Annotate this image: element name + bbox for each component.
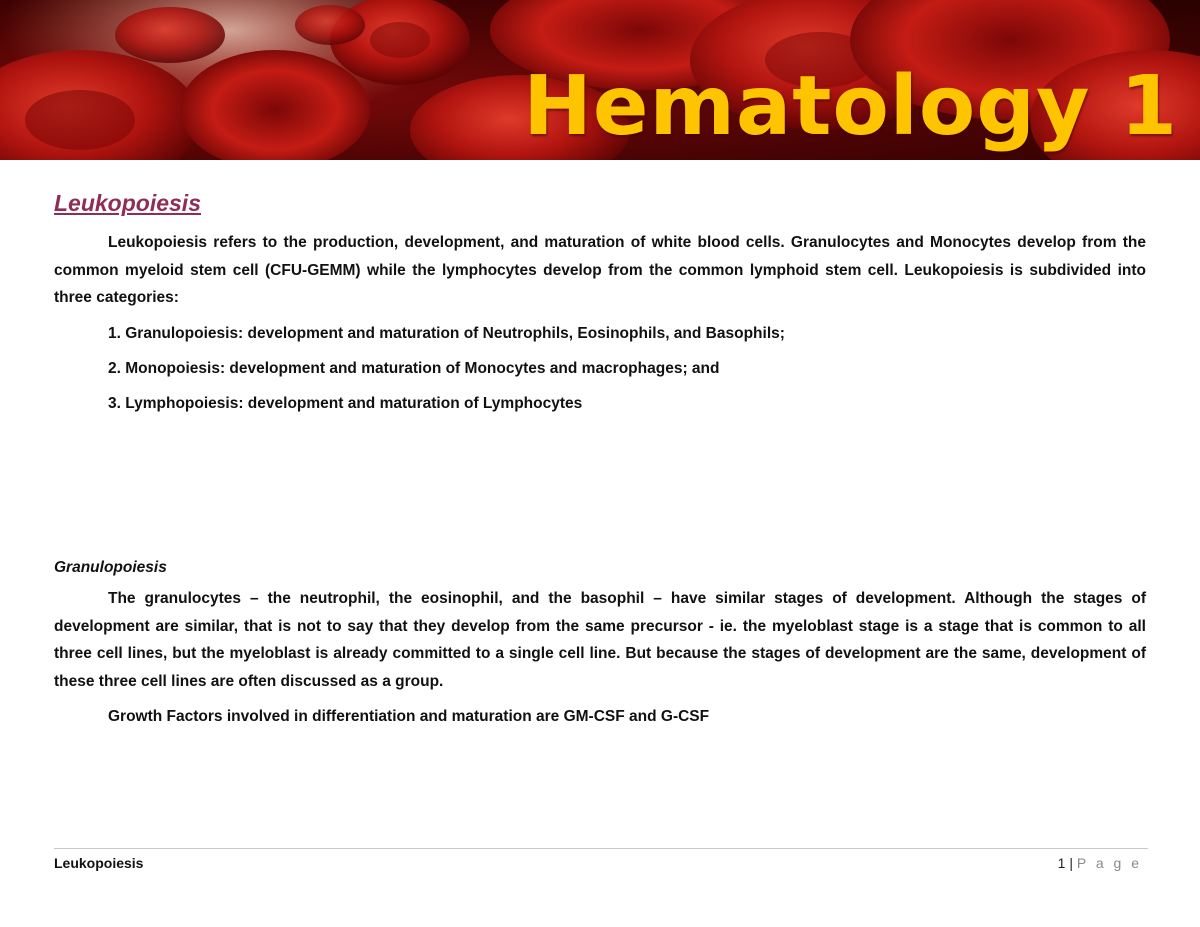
growth-factors-paragraph: Growth Factors involved in differentiation and maturation are GM-CSF and G-CSF xyxy=(108,708,710,725)
page-word: P a g e xyxy=(1076,855,1142,871)
page-number xyxy=(1058,855,1148,871)
granulopoiesis-paragraph: The granulocytes – the neutrophil, the eosinophil, and the basophil – have similar stages of development. Although the stages of development are similar, that is not to say that they develop from the same precursor - ie. the myeloblast stage is a stage that is common to all three cell lines, but the myeloblast is already committed to a single cell line. But because the stages of development are the same, development of these three cell lines are often discussed as a group. xyxy=(54,590,1146,690)
list-item: 2. Monopoiesis: development and maturation of Monocytes and macrophages; and xyxy=(108,359,720,377)
intro-paragraph: Leukopoiesis refers to the production, development, and maturation of white blood cells. Granulocytes and Monocytes develop from the common myeloid stem cell (CFU-GEMM) while the lymphocytes develop from the common lymphoid stem cell. Leukopoiesis is subdivided into three categories: xyxy=(54,234,1146,306)
page-footer xyxy=(54,848,1148,871)
subsection-heading: Granulopoiesis xyxy=(54,559,167,576)
section-heading: Leukopoiesis xyxy=(54,190,201,216)
list-item: 3. Lymphopoiesis: development and maturation of Lymphocytes xyxy=(108,394,583,412)
page-number-value: 1 xyxy=(1057,855,1066,871)
header-banner xyxy=(0,0,1200,160)
banner-title: Hematology 1 xyxy=(523,59,1178,154)
section-granulopoiesis xyxy=(54,559,1146,731)
footer-title: Leukopoiesis xyxy=(54,855,144,871)
list-item: 1. Granulopoiesis: development and maturation of Neutrophils, Eosinophils, and Basophils; xyxy=(108,324,785,342)
page-separator: | xyxy=(1069,855,1073,871)
section-leukopoiesis xyxy=(54,190,1146,417)
